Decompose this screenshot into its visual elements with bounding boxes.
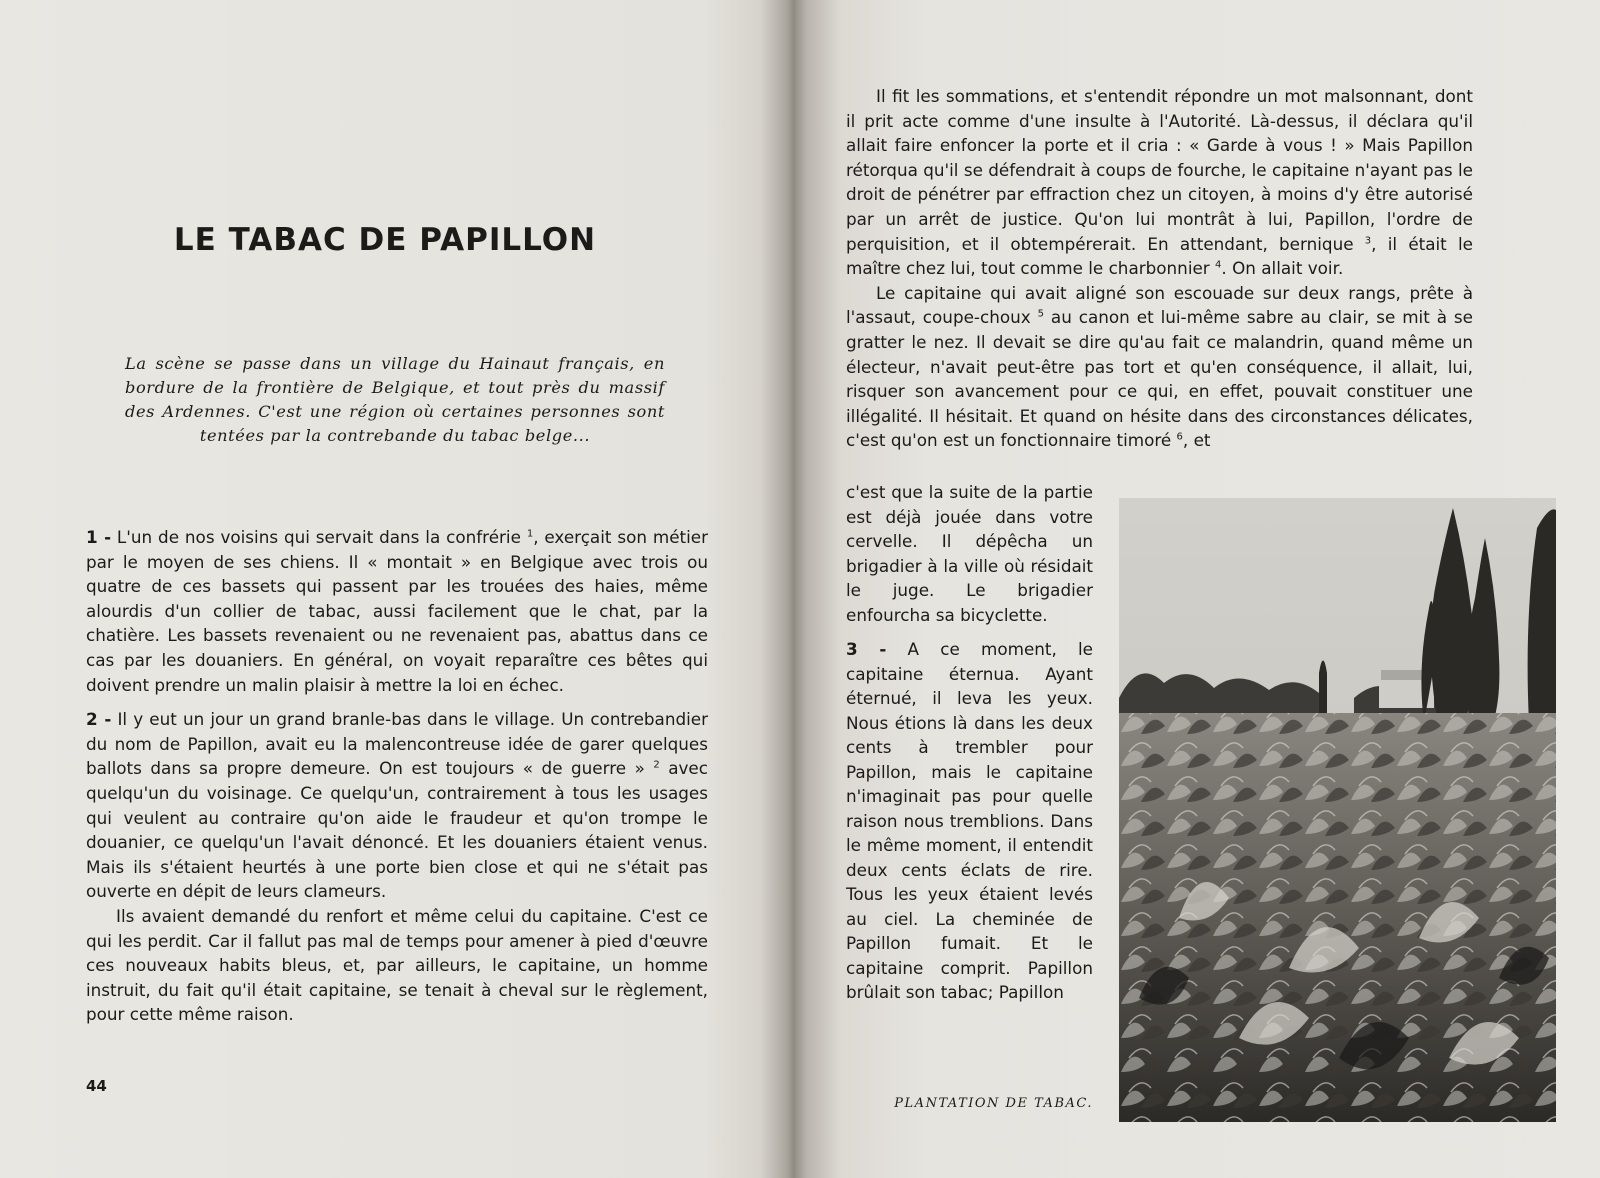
section-number-1: 1 - [86, 527, 112, 547]
left-page [0, 0, 795, 1178]
paragraph-4-text-c: . On allait voir. [1221, 258, 1344, 279]
paragraph-6-text: A ce moment, le capitaine éternua. Ayant éternué, il leva les yeux. Nous étions là dans les deux cents à trembler pour Papillon, mais le capitaine n'imaginait pas pour quelle raison nous tremblions. Dans le même moment, il entendit deux cents éclats de rire. Tous les yeux étaient levés au ciel. La cheminée de Papillon fumait. Et le capitaine comprit. Papillon brûlait son tabac; Papillon [846, 639, 1093, 1002]
footnote-ref-2: 2 [653, 759, 660, 771]
paragraph-2-text-b: avec quelqu'un du voisinage. Ce quelqu'un, contrairement à tous les usages qui veulent au contraire qu'on aide le fraudeur et qu'on trompe le douanier, ce quelqu'un l'avait dénoncé. Et les douaniers étaient venus. Mais ils s'étaient heurtés à une porte bien close et qui ne s'était pas ouverte en dépit de leurs clameurs. [86, 758, 708, 902]
paragraph-5-text-b: au canon et lui-même sabre au clair, se mit à se gratter le nez. Il devait se dire qu'au fait ce malandrin, quand même un électeur, n'avait peut-être pas tort et qu'en conséquence, il allait, lui, risquer son avancement pour ce qui, en effet, pouvait constituer une illégalité. Il hésitait. Et quand on hésite dans des circonstances délicates, c'est qu'on est un fonctionnaire timoré [846, 307, 1474, 451]
paragraph-4 [846, 84, 1473, 281]
paragraph-5 [846, 281, 1473, 453]
paragraph-1-text-b: , exerçait son métier par le moyen de ses chiens. Il « montait » en Belgique avec trois ou quatre de ces bassets qui passent par les trouées des haies, même alourdis d'un collier de tabac, aussi facilement que le chat, par la chatière. Les bassets revenaient ou ne revenaient pas, abattus dans ce cas par les douaniers. En général, on voyait reparaître ces bêtes qui doivent prendre un malin plaisir à mettre la loi en échec. [86, 527, 709, 695]
paragraph-3: Ils avaient demandé du renfort et même celui du capitaine. C'est ce qui les perdit. Car il fallut pas mal de temps pour amener à pied d'œuvre ces nouveaux habits bleus, et, par ailleurs, le capitaine, un homme instruit, du fait qu'il était capitaine, se tenait à cheval sur le règlement, pour cette même raison. [86, 905, 708, 1025]
photo-caption: PLANTATION DE TABAC. [894, 1096, 1093, 1111]
right-body-text [846, 84, 1473, 453]
section-number-2: 2 - [86, 709, 112, 730]
photo-drawing [1119, 498, 1556, 1122]
page-number: 44 [86, 1077, 107, 1095]
right-body-narrow-column [846, 480, 1093, 1005]
paragraph-4-text-a: Il fit les sommations, et s'entendit répondre un mot malsonnant, dont il prit acte comme d'une insulte à l'Autorité. Là-dessus, il déclara qu'il allait faire enfoncer la porte et il cria : « Garde à vous ! » Mais Papillon rétorqua qu'il se défendrait à coups de fourche, le capitaine n'ayant pas le droit de pénétrer par effraction chez un citoyen, à moins d'y être autorisé par un arrêt de justice. Qu'on lui montrât à lui, Papillon, l'ordre de perquisition, et il obtempérerait. En attendant, bernique [846, 86, 1473, 254]
paragraph-2 [86, 707, 708, 904]
paragraph-1 [86, 525, 708, 697]
paragraph-6 [846, 637, 1093, 1005]
footnote-ref-1: 1 [526, 528, 534, 540]
section-number-3: 3 - [846, 639, 887, 659]
paragraph-5-continued: c'est que la suite de la partie est déjà jouée dans votre cervelle. Il dépêcha un brigadier à la ville où résidait le juge. Le brigadier enfourcha sa bicyclette. [846, 482, 1093, 625]
footnote-ref-3: 3 [1364, 234, 1372, 246]
paragraph-5-text-a: Le capitaine qui avait aligné son escouade sur deux rangs, prête à l'assaut, coupe-choux [846, 282, 1473, 328]
tobacco-plantation-photo [1119, 498, 1556, 1122]
paragraph-1-text-a: L'un de nos voisins qui servait dans la confrérie [111, 527, 527, 547]
footnote-ref-6: 6 [1176, 431, 1183, 443]
paragraph-4-text-b: , il était le maître chez lui, tout comme le charbonnier [846, 233, 1473, 279]
footnote-ref-4: 4 [1215, 259, 1222, 271]
footnote-ref-5: 5 [1037, 308, 1044, 320]
right-page [800, 0, 1600, 1178]
page-title: LE TABAC DE PAPILLON [173, 222, 597, 258]
left-body-text [86, 525, 708, 1027]
paragraph-2-text-a: Il y eut un jour un grand branle-bas dans le village. Un contrebandier du nom de Papillon, avait eu la malencontreuse idée de garer quelques ballots dans sa propre demeure. On est toujours « de guerre » [86, 709, 709, 779]
intro-paragraph: La scène se passe dans un village du Hainaut français, en bordure de la frontière de Belgique, et tout près du massif des Ardennes. C'est une région où certaines personnes sont tentées par la contrebande du tabac belge... [125, 354, 665, 445]
paragraph-5-text-c: , et [1182, 430, 1211, 451]
